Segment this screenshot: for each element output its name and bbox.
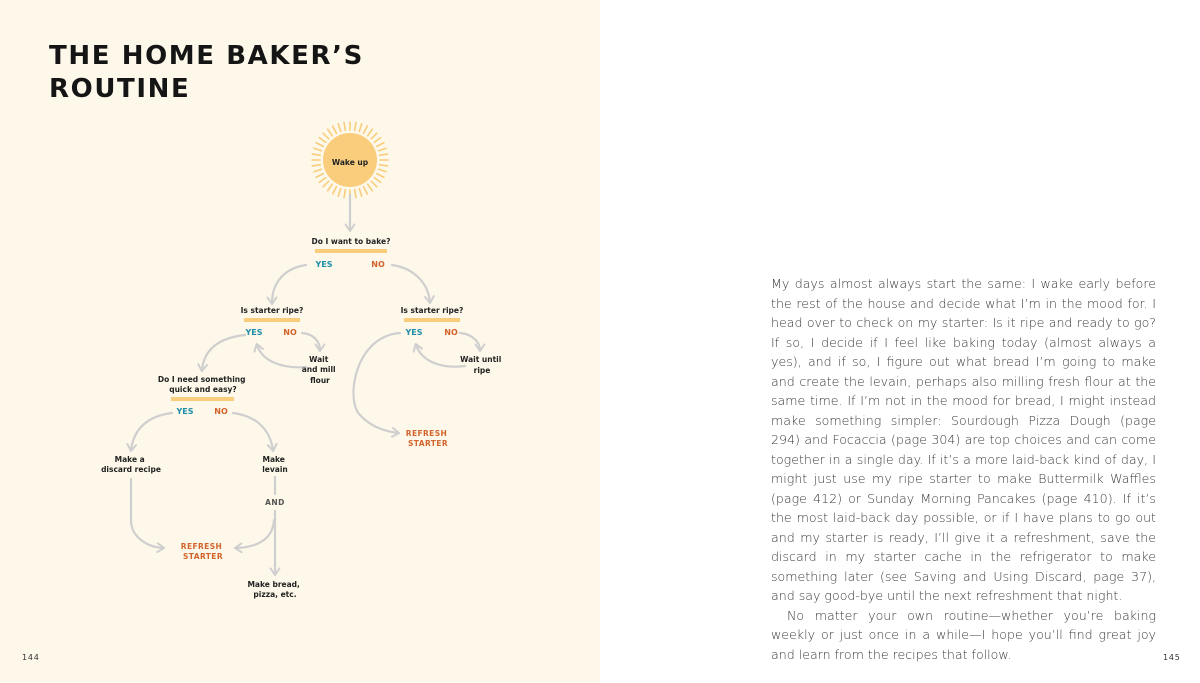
sun-ray	[338, 124, 340, 132]
sun-ray	[328, 184, 333, 190]
sun-ray	[359, 189, 361, 197]
sun-ray	[364, 126, 368, 133]
sun-ray	[374, 178, 380, 183]
sun-ray	[355, 190, 356, 198]
sun-ray	[371, 133, 377, 139]
sun-ray	[380, 154, 388, 155]
sun-ray	[328, 129, 333, 135]
no-label: NO	[283, 328, 297, 337]
sun-ray	[316, 143, 323, 147]
sun-ray	[316, 174, 323, 178]
sun-ray	[380, 165, 388, 166]
no-label: NO	[444, 328, 458, 337]
wake-up-label: Wake up	[331, 158, 369, 167]
sun-ray	[377, 143, 384, 147]
refresh-starter-right: REFRESH STARTER	[405, 429, 448, 448]
sun-ray	[314, 148, 322, 150]
sun-ray	[312, 165, 320, 166]
sun-ray	[355, 122, 356, 130]
title-line-2: ROUTINE	[49, 74, 191, 104]
sun-ray	[338, 189, 340, 197]
question-want-to-bake: Do I want to bake?	[311, 237, 391, 246]
title-line-1: THE HOME BAKER’S	[49, 41, 364, 71]
and-label: AND	[265, 498, 285, 507]
yes-label: YES	[315, 260, 333, 269]
make-levain: Make levain	[262, 455, 288, 474]
yes-label: YES	[405, 328, 423, 337]
sun-ray	[364, 187, 368, 194]
sun-ray	[333, 126, 337, 133]
body-text	[771, 274, 1156, 664]
sun-ray	[379, 169, 387, 171]
sun-ray	[323, 181, 329, 187]
wait-until-ripe: Wait until ripe	[460, 355, 502, 375]
question-starter-ripe-left: Is starter ripe?	[240, 306, 304, 315]
sun-ray	[319, 138, 325, 143]
no-label: NO	[214, 407, 228, 416]
sun-ray	[377, 174, 384, 178]
yes-label: YES	[245, 328, 263, 337]
paragraph: My days almost always start the same: I wake early before the rest of the house and decide what I’m in the mood for. I head over to check on my starter: Is it ripe and ready to go? If so, I decide if I feel like baking today (almost always a yes), and if so, I figure out what bread I’m going to make and create the levain, perhaps also milling fresh flour at the same time. If I’m not in the mood for bread, I might instead make something simpler: Sourdough Pizza Dough (page 294) and Focaccia (page 304) are top choices and can come together in a single day. If it’s a more laid-back kind of day, I might just use my ripe starter to make Buttermilk Waffles (page 412) or Sunday Morning Pancakes (page 410). If it’s the most laid-back day possible, or if I have plans to go out and my starter is ready, I’ll give it a refreshment, save the discard in my starter cache in the refrigerator to make something later (see Saving and Using Discard, page 37), and say good-bye until the next refreshment that night.	[771, 276, 1156, 603]
question-bar	[315, 249, 387, 253]
sun-ray	[312, 154, 320, 155]
sun-ray	[344, 190, 345, 198]
sun-ray	[374, 138, 380, 143]
sun-ray	[359, 124, 361, 132]
paragraph: No matter your own routine—whether you’re baking weekly or just once in a while—I hope you’ll find great joy and learn from the recipes that follow.	[771, 607, 1156, 662]
sun-ray	[323, 133, 329, 139]
sun-ray	[344, 122, 345, 130]
question-bar	[404, 318, 460, 322]
page-number-right: 145	[1163, 653, 1181, 662]
make-discard-recipe: Make a discard recipe	[101, 455, 161, 474]
yes-label: YES	[176, 407, 194, 416]
sun-ray	[368, 129, 373, 135]
sun-ray	[314, 169, 322, 171]
sun-ray	[319, 178, 325, 183]
refresh-starter-left: REFRESH STARTER	[180, 542, 223, 561]
make-bread-pizza: Make bread, pizza, etc.	[247, 580, 300, 599]
sun-ray	[379, 148, 387, 150]
sun-ray	[368, 184, 373, 190]
question-bar	[171, 397, 234, 401]
wait-and-mill-flour: Wait and mill flour	[301, 355, 336, 385]
question-starter-ripe-right: Is starter ripe?	[400, 306, 464, 315]
sun-ray	[371, 181, 377, 187]
question-quick-and-easy: Do I need something quick and easy?	[157, 375, 246, 394]
page-number-left: 144	[22, 653, 40, 662]
question-bar	[244, 318, 300, 322]
sun-ray	[333, 187, 337, 194]
no-label: NO	[371, 260, 385, 269]
